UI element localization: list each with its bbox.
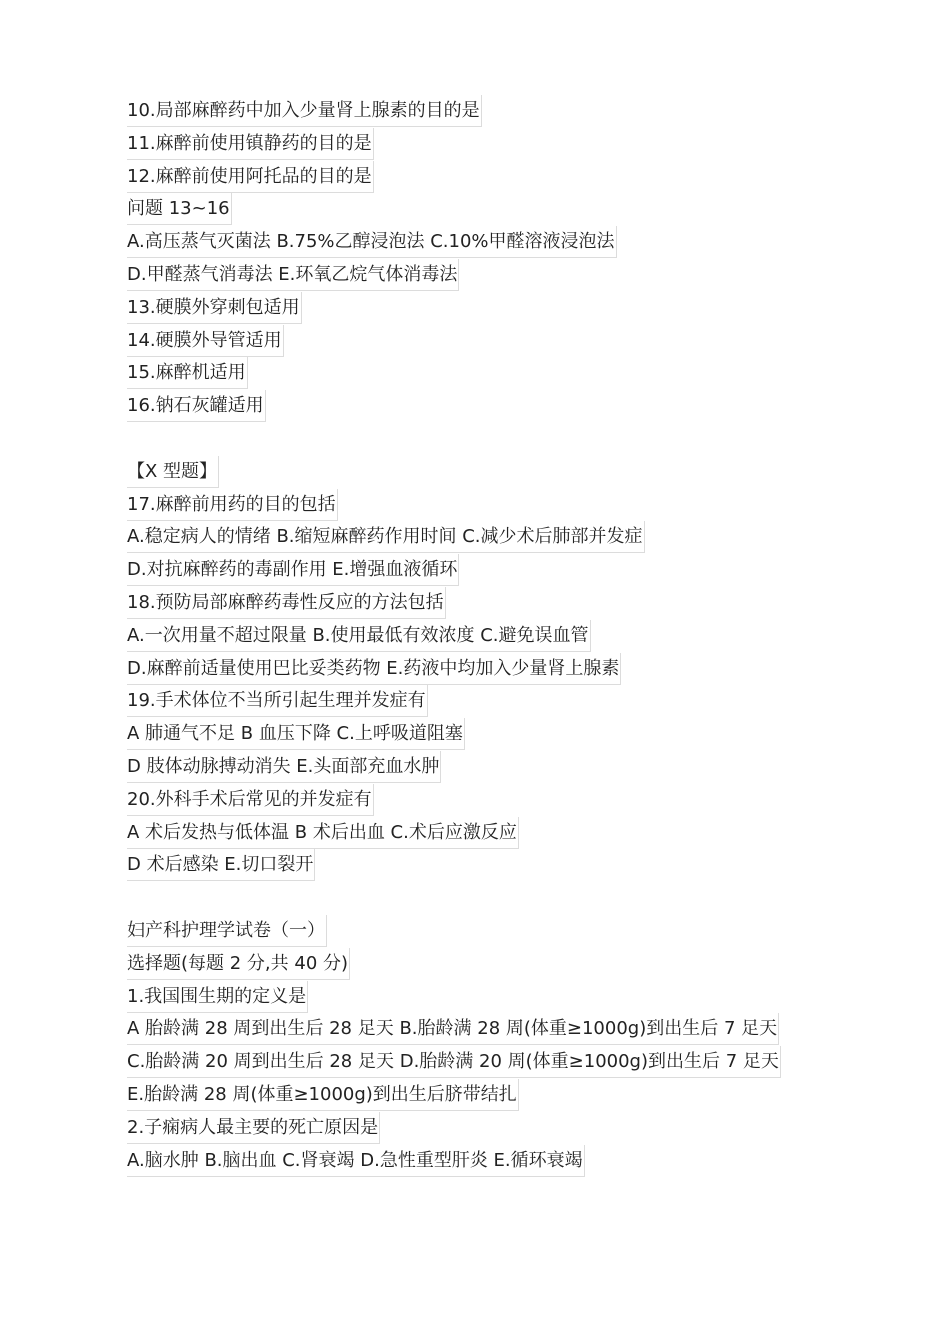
section-instructions: 选择题(每题 2 分,共 40 分)	[127, 948, 827, 981]
options-row: A.脑水肿 B.脑出血 C.肾衰竭 D.急性重型肝炎 E.循环衰竭	[127, 1145, 827, 1178]
options-row: A 胎龄满 28 周到出生后 28 足天 B.胎龄满 28 周(体重≥1000g)到出生后 7 足天	[127, 1013, 827, 1046]
options-row: D.甲醛蒸气消毒法 E.环氧乙烷气体消毒法	[127, 259, 827, 292]
options-row: E.胎龄满 28 周(体重≥1000g)到出生后脐带结扎	[127, 1079, 827, 1112]
options-row: A.一次用量不超过限量 B.使用最低有效浓度 C.避免误血管	[127, 620, 827, 653]
document-body	[127, 95, 827, 1177]
question-18: 18.预防局部麻醉药毒性反应的方法包括	[127, 587, 827, 620]
options-row: D.对抗麻醉药的毒副作用 E.增强血液循环	[127, 554, 827, 587]
section-heading-x-type: 【X 型题】	[127, 456, 827, 489]
options-row: D 肢体动脉搏动消失 E.头面部充血水肿	[127, 751, 827, 784]
question-16: 16.钠石灰罐适用	[127, 390, 827, 423]
question-1: 1.我国围生期的定义是	[127, 981, 827, 1014]
spacer	[127, 882, 827, 915]
question-12: 12.麻醉前使用阿托品的目的是	[127, 161, 827, 194]
exam-title: 妇产科护理学试卷（一）	[127, 915, 827, 948]
question-20: 20.外科手术后常见的并发症有	[127, 784, 827, 817]
options-row: C.胎龄满 20 周到出生后 28 足天 D.胎龄满 20 周(体重≥1000g)到出生后 7 足天	[127, 1046, 827, 1079]
question-17: 17.麻醉前用药的目的包括	[127, 489, 827, 522]
question-14: 14.硬膜外导管适用	[127, 325, 827, 358]
options-row: A.高压蒸气灭菌法 B.75%乙醇浸泡法 C.10%甲醛溶液浸泡法	[127, 226, 827, 259]
options-row: A 肺通气不足 B 血压下降 C.上呼吸道阻塞	[127, 718, 827, 751]
options-row: D.麻醉前适量使用巴比妥类药物 E.药液中均加入少量肾上腺素	[127, 653, 827, 686]
question-10: 10.局部麻醉药中加入少量肾上腺素的目的是	[127, 95, 827, 128]
spacer	[127, 423, 827, 456]
question-13: 13.硬膜外穿刺包适用	[127, 292, 827, 325]
question-group-13-16: 问题 13~16	[127, 193, 827, 226]
question-15: 15.麻醉机适用	[127, 357, 827, 390]
options-row: A 术后发热与低体温 B 术后出血 C.术后应激反应	[127, 817, 827, 850]
options-row: A.稳定病人的情绪 B.缩短麻醉药作用时间 C.减少术后肺部并发症	[127, 521, 827, 554]
options-row: D 术后感染 E.切口裂开	[127, 849, 827, 882]
question-11: 11.麻醉前使用镇静药的目的是	[127, 128, 827, 161]
question-2: 2.子痫病人最主要的死亡原因是	[127, 1112, 827, 1145]
question-19: 19.手术体位不当所引起生理并发症有	[127, 685, 827, 718]
